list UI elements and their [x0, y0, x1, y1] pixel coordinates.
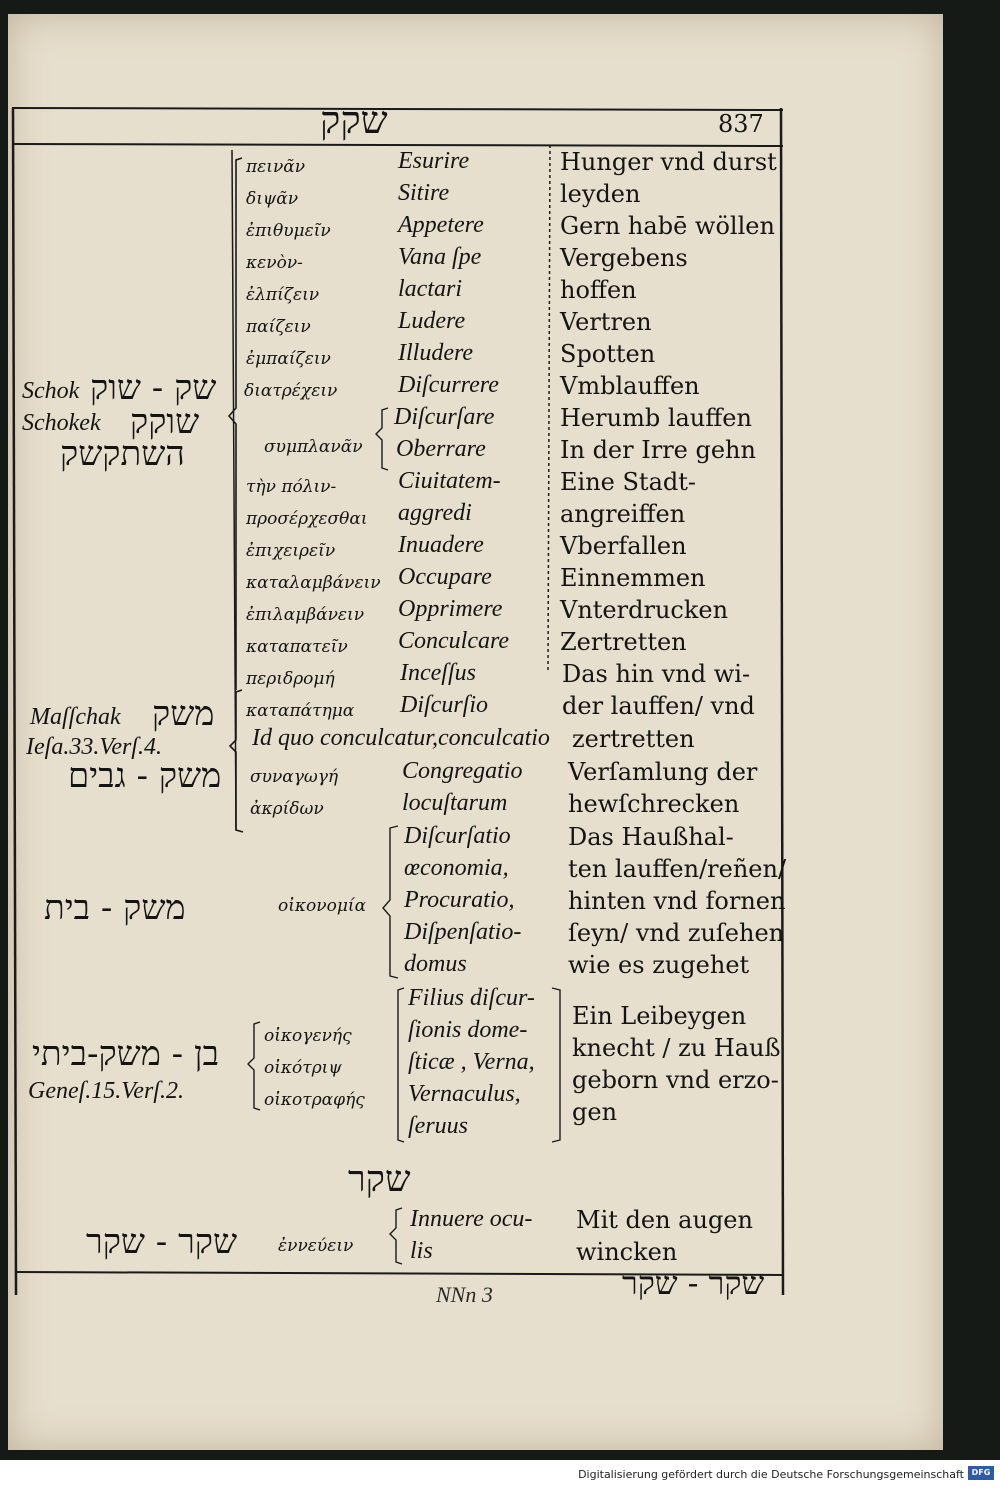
latin-word: Inceſſus [400, 660, 476, 686]
german-word: Vnterdrucken [560, 596, 729, 624]
transliteration: Maſſchak [30, 704, 121, 730]
latin-word: ſeruus [408, 1113, 468, 1139]
latin-word: locuſtarum [402, 790, 508, 816]
header-title: שקק [320, 98, 388, 142]
german-word: In der Irre gehn [560, 436, 756, 464]
german-word: Vberfallen [560, 532, 687, 560]
greek-word: ἐλπίζειν [246, 285, 320, 305]
section-title: שקר [348, 1159, 411, 1200]
page-number: 837 [718, 110, 764, 138]
german-word: ſeyn/ vnd zuſehen [568, 919, 785, 947]
german-word: hoffen [560, 276, 637, 304]
verse-reference: Ieſa.33.Verſ.4. [26, 734, 162, 760]
german-word: Das hin vnd wi- [562, 660, 751, 688]
latin-word: Diſcurſatio [404, 823, 511, 849]
greek-word: παίζειν [246, 317, 311, 337]
latin-word: Ciuitatem- [398, 468, 501, 494]
latin-word: Ludere [398, 308, 466, 334]
german-word: knecht / zu Hauß [572, 1034, 781, 1062]
latin-word: Appetere [398, 212, 484, 238]
greek-word: κενὸν- [246, 253, 303, 273]
german-word: angreiffen [560, 500, 686, 528]
greek-word: ἀκρίδων [250, 799, 324, 819]
german-word: wie es zugehet [568, 951, 750, 979]
greek-word: ἐννεύειν [278, 1236, 354, 1256]
greek-word: περιδρομή [246, 669, 335, 689]
german-word: leyden [560, 180, 641, 208]
latin-word: Vernaculus, [408, 1081, 521, 1107]
greek-word: οἰκονομία [278, 896, 367, 916]
greek-word: ἐπιλαμβάνειν [246, 605, 365, 625]
latin-word: Oberrare [396, 436, 486, 462]
german-word: Ein Leibeygen [572, 1002, 747, 1030]
verse-reference: Geneſ.15.Verſ.2. [28, 1078, 184, 1104]
latin-word: Esurire [398, 148, 470, 174]
latin-word: Illudere [398, 340, 474, 366]
latin-word: ſticæ , Verna, [408, 1049, 535, 1075]
latin-word: œconomia, [404, 855, 509, 881]
greek-word: οἰκότριψ [264, 1058, 342, 1078]
greek-word: οἰκογενής [264, 1026, 352, 1046]
german-word: Hunger vnd durst [560, 148, 777, 176]
latin-word: Id quo conculcatur,conculcatio [252, 725, 550, 751]
german-word: der lauffen/ vnd [562, 692, 755, 720]
german-word: Verſamlung der [568, 758, 758, 786]
latin-word: Vana ſpe [398, 244, 482, 270]
latin-word: Diſcurſio [400, 692, 488, 718]
hebrew-headword: משק - גבים [68, 756, 222, 796]
german-word: zertretten [572, 725, 695, 753]
latin-word: lis [410, 1238, 433, 1264]
latin-word: lactari [398, 276, 462, 302]
latin-word: Congregatio [402, 758, 523, 784]
german-word: Einnemmen [560, 564, 706, 592]
german-word: Vergebens [560, 244, 688, 272]
transliteration: Schok [22, 378, 80, 404]
hebrew-headword: שוקק [130, 402, 200, 442]
latin-word: Conculcare [398, 628, 510, 654]
credit-text: Digitalisierung gefördert durch die Deutsche Forschungsgemeinschaft [578, 1468, 964, 1481]
latin-word: Diſpenſatio- [404, 919, 522, 945]
hebrew-headword: משק - בית [44, 888, 186, 928]
latin-word: Occupare [398, 564, 492, 590]
greek-word: καταπάτημα [246, 701, 355, 721]
latin-word: Diſcurſare [394, 404, 495, 430]
german-word: Das Haußhal- [568, 823, 734, 851]
german-word: Gern habē wöllen [560, 212, 775, 240]
greek-word: συμπλανᾶν [264, 437, 363, 457]
latin-word: Diſcurrere [398, 372, 499, 398]
greek-word: ἐμπαίζειν [246, 349, 331, 369]
german-word: hinten vnd fornen [568, 887, 786, 915]
german-word: Eine Stadt- [560, 468, 696, 496]
german-word: gen [572, 1098, 618, 1126]
latin-word: aggredi [398, 500, 472, 526]
greek-word: τὴν πόλιν- [246, 477, 337, 497]
latin-word: Sitire [398, 180, 450, 206]
hebrew-headword: בן - משק-ביתי [32, 1034, 220, 1074]
catchword: שקר - שקר [622, 1264, 765, 1302]
greek-word: προσέρχεσθαι [246, 509, 368, 529]
greek-word: ἐπιχειρεῖν [246, 541, 336, 561]
greek-word: πεινᾶν [246, 157, 306, 177]
german-word: Herumb lauffen [560, 404, 752, 432]
greek-word: καταλαμβάνειν [246, 573, 381, 593]
greek-word: διατρέχειν [244, 381, 338, 401]
greek-word: καταπατεῖν [246, 637, 348, 657]
german-word: Vertren [560, 308, 652, 336]
signature-mark: NNn 3 [436, 1282, 493, 1307]
transliteration: Schokek [22, 410, 101, 436]
greek-word: ἐπιθυμεῖν [246, 221, 331, 241]
greek-word: διψᾶν [246, 189, 299, 209]
hebrew-headword: שק - שוק [90, 368, 217, 408]
german-word: Vmblauffen [560, 372, 700, 400]
latin-word: domus [404, 951, 467, 977]
latin-word: Opprimere [398, 596, 503, 622]
german-word: Spotten [560, 340, 656, 368]
latin-word: Innuere ocu- [410, 1206, 533, 1232]
dfg-logo: DFG [968, 1466, 994, 1480]
greek-word: συναγωγή [250, 767, 339, 787]
greek-word: οἰκοτραφής [264, 1090, 365, 1110]
german-word: ten lauffen/reñen/ [568, 855, 787, 883]
latin-word: Filius diſcur- [408, 985, 535, 1011]
hebrew-headword: השתקשק [60, 434, 185, 474]
latin-word: Inuadere [398, 532, 484, 558]
latin-word: Procuratio, [404, 887, 515, 913]
german-word: wincken [576, 1238, 678, 1266]
latin-word: ſionis dome- [408, 1017, 528, 1043]
hebrew-headword: משק [152, 694, 215, 734]
german-word: hewſchrecken [568, 790, 740, 818]
german-word: Mit den augen [576, 1206, 753, 1234]
german-word: Zertretten [560, 628, 687, 656]
german-word: geborn vnd erzo- [572, 1066, 779, 1094]
hebrew-headword: שקר - שקר [86, 1222, 238, 1262]
